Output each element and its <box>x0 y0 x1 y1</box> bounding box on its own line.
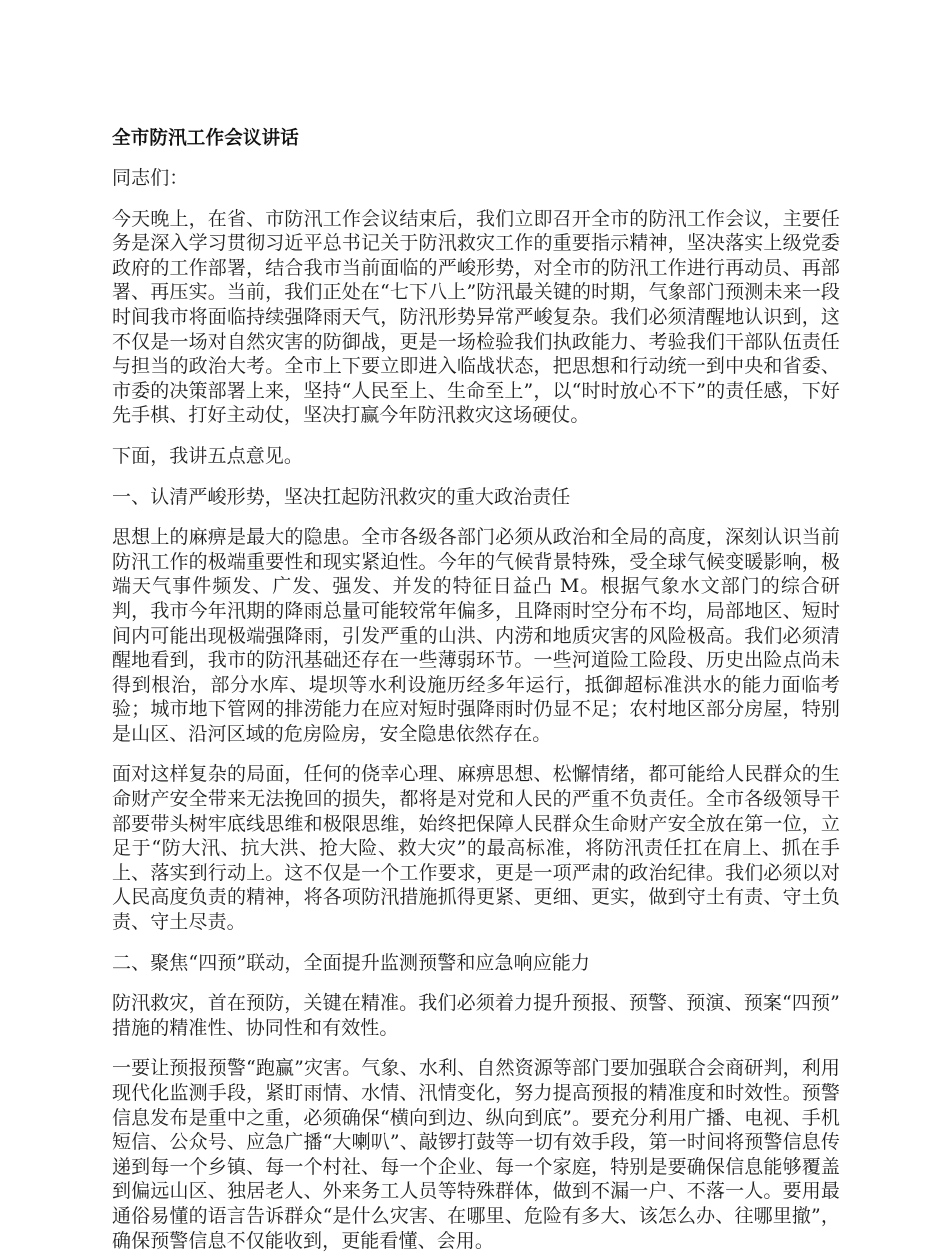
body-paragraph: 思想上的麻痹是最大的隐患。全市各级各部门必须从政治和全局的高度，深刻认识当前防汛工作的极端重要性和现实紧迫性。今年的气候背景特殊，受全球气候变暖影响，极端天气事件频发、广发、强发、并发的特征日益凸 M。根据气象水文部门的综合研判，我市今年汛期的降雨总量可能较常年偏多，且降雨时空分布不均，局部地区、短时间内可能出现极端强降雨，引发严重的山洪、内涝和地质灾害的风险极高。我们必须清醒地看到，我市的防汛基础还存在一些薄弱环节。一些河道险工险段、历史出险点尚未得到根治，部分水库、堤坝等水利设施历经多年运行，抵御超标准洪水的能力面临考验；城市地下管网的排涝能力在应对短时强降雨时仍显不足；农村地区部分房屋，特别是山区、沿河区域的危房险房，安全隐患依然存在。 <box>112 526 840 745</box>
section-heading: 一、认清严峻形势，坚决扛起防汛救灾的重大政治责任 <box>112 485 571 508</box>
document-body <box>112 166 840 1253</box>
body-paragraph: 今天晚上，在省、市防汛工作会议结束后，我们立即召开全市的防汛工作会议，主要任务是深入学习贯彻习近平总书记关于防汛救灾工作的重要指示精神，坚决落实上级党委政府的工作部署，结合我市当前面临的严峻形势，对全市的防汛工作进行再动员、再部署、再压实。当前，我们正处在“七下八上”防汛最关键的时期，气象部门预测未来一段时间我市将面临持续强降雨天气，防汛形势异常严峻复杂。我们必须清醒地认识到，这不仅是一场对自然灾害的防御战，更是一场检验我们执政能力、考验我们干部队伍责任与担当的政治大考。全市上下要立即进入临战状态，把思想和行动统一到中央和省委、市委的决策部署上来，坚持“人民至上、生命至上”，以“时时放心不下”的责任感，下好先手棋、打好主动仗，坚决打赢今年防汛救灾这场硬仗。 <box>112 207 840 427</box>
section-heading: 二、聚焦“四预”联动，全面提升监测预警和应急响应能力 <box>112 951 591 974</box>
salutation: 同志们： <box>112 167 189 189</box>
page-title: 全市防汛工作会议讲话 <box>112 128 300 149</box>
body-paragraph: 一要让预报预警“跑赢”灾害。气象、水利、自然资源等部门要加强联合会商研判，利用现代化监测手段，紧盯雨情、水情、汛情变化，努力提高预报的精准度和时效性。预警信息发布是重中之重，必须确保“横向到边、纵向到底”。要充分利用广播、电视、手机短信、公众号、应急广播“大喇叭”、敲锣打鼓等一切有效手段，第一时间将预警信息传递到每一个乡镇、每一个村社、每一个企业、每一个家庭，特别是要确保信息能够覆盖到偏远山区、独居老人、外来务工人员等特殊群体，做到不漏一户、不落一人。要用最通俗易懂的语言告诉群众“是什么灾害、在哪里、危险有多大、该怎么办、往哪里撤”，确保预警信息不仅能收到，更能看懂、会用。 <box>112 1057 840 1252</box>
body-paragraph: 防汛救灾，首在预防，关键在精准。我们必须着力提升预报、预警、预演、预案“四预”措施的精准性、协同性和有效性。 <box>112 992 840 1039</box>
body-paragraph: 下面，我讲五点意见。 <box>112 444 304 467</box>
body-paragraph: 面对这样复杂的局面，任何的侥幸心理、麻痹思想、松懈情绪，都可能给人民群众的生命财产安全带来无法挽回的损失，都将是对党和人民的严重不负责任。全市各级领导干部要带头树牢底线思维和极限思维，始终把保障人民群众生命财产安全放在第一位，立足于“防大汛、抗大洪、抢大险、救大灾”的最高标准，将防汛责任扛在肩上、抓在手上、落实到行动上。这不仅是一个工作要求，更是一项严肃的政治纪律。我们必须以对人民高度负责的精神，将各项防汛措施抓得更紧、更细、更实，做到守土有责、守土负责、守土尽责。 <box>112 763 840 934</box>
